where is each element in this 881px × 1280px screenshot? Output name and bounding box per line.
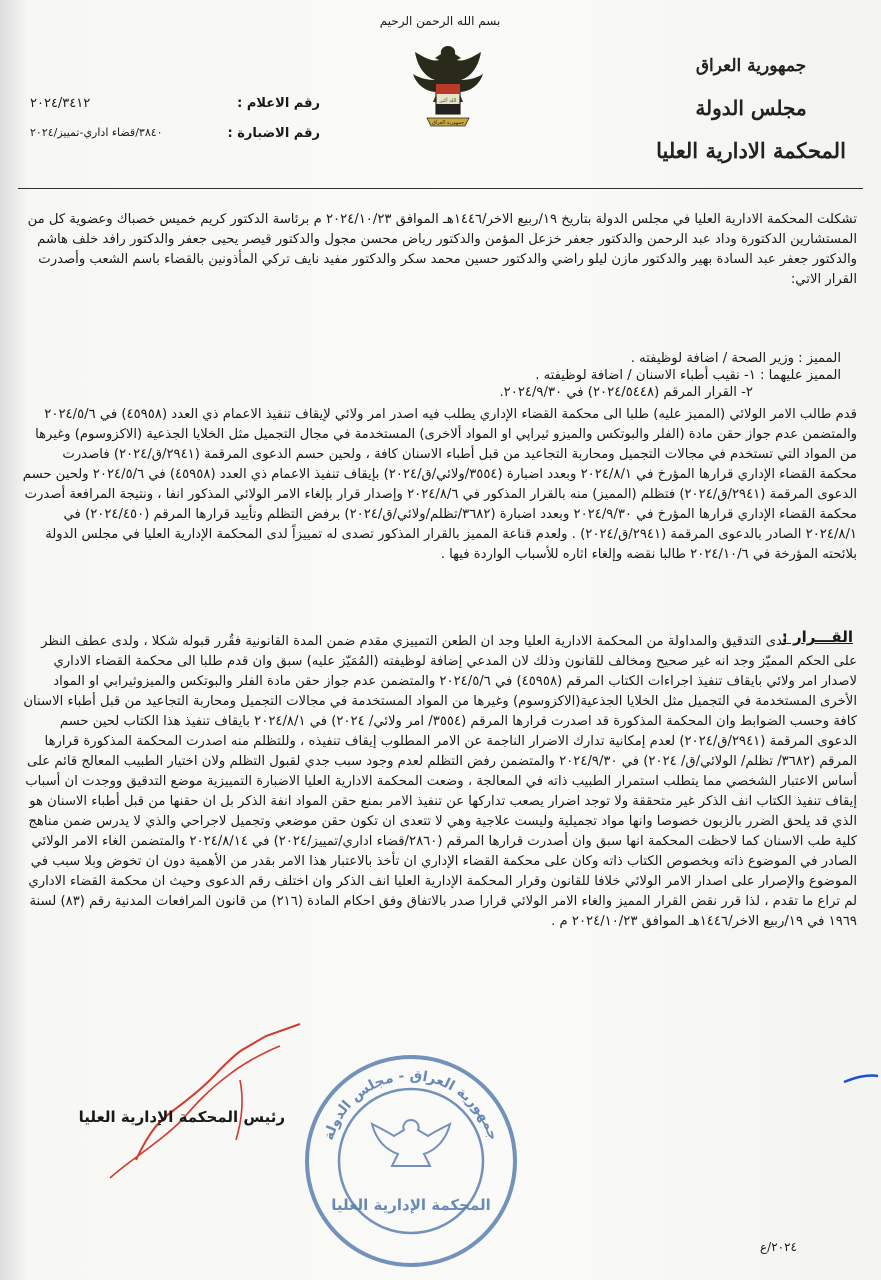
respondent-line-2: ٢- القرار المرقم (٢٠٢٤/٥٤٤٨) في ٢٠٢٤/٩/٣٠. <box>499 385 841 400</box>
emblem-caption: جمهورية العراق <box>431 120 465 126</box>
notice-number-value: ٢٠٢٤/٣٤١٢ <box>30 96 91 111</box>
header-country: جمهورية العراق <box>695 56 807 76</box>
file-number-row <box>30 126 320 141</box>
appellant-line: المميز : وزير الصحة / اضافة لوظيفته . <box>630 351 841 366</box>
decision-heading: القـــرار : <box>781 628 853 646</box>
footer-date: ٢٠٢٤/ع <box>760 1240 797 1254</box>
pen-mark-icon <box>840 1070 880 1090</box>
header-court: المحكمة الادارية العليا <box>656 138 846 163</box>
decision-paragraph <box>21 632 857 932</box>
notice-number-label: رقم الاعلام : <box>237 96 320 111</box>
header-council: مجلس الدولة <box>695 96 807 120</box>
court-formation-paragraph: تشكلت المحكمة الادارية العليا في مجلس الدولة بتاريخ ١٩/ربيع الاخر/١٤٤٦هـ الموافق ٢٠٢٤/١٠/٢٣ م برئاسة الدكتور كريم خميس خصباك وعضوية كل من المستشارين الدكتورة وداد عبد الرحمن والدكتور جعفر خزعل المؤمن والدكتور رياض محسن مجول والدكتور قيصر يحيى جعفر والدكتور رافد خلف هاشم والدكتور جعفر عبد السادة بهير والدكتور مازن ليلو راضي والدكتور حسين محمد سكر والدكتور مفيد نايف تركي المأذونين بالقضاء باسم الشعب وأصدرت القرار الاتي: <box>27 212 857 287</box>
file-number-value: ٣٨٤٠/قضاء اداري-تمييز/٢٠٢٤ <box>30 126 163 139</box>
basmala: بسم الله الرحمن الرحيم <box>379 14 501 28</box>
court-president-title: رئيس المحكمة الإدارية العليا <box>78 1108 285 1126</box>
court-seal-stamp-icon <box>300 1050 522 1272</box>
seal-inner-text: المحكمة الإدارية العليا <box>331 1196 491 1214</box>
parties-block <box>21 350 841 401</box>
facts-paragraph: قدم طالب الامر الولائي (المميز عليه) طلبا الى محكمة القضاء الإداري يطلب فيه اصدر امر ولائي لإيقاف تنفيذ الاعمام ذي العدد (٤٥٩٥٨) في ٢٠٢٤/٥/٦ والمتضمن عدم جواز حقن مادة (الفلر والبوتكس والميزو ثيراپي او المواد ألاخرى) المستخدمة في مجال التجميل مثل الخلايا الجذعية (الاكزوسوم) وغيرها من المواد التي تستخدم في مجالات التجميل ومحاربة التجاعيد من قبل أطباء الاسنان كافة ، ولحين حسم الدعوى المرقمة (٢٩٤١/ق/٢٠٢٤) فاصدرت محكمة القضاء الإداري قرارها المؤرخ في ٢٠٢٤/٨/١ وبعدد اضبارة (٣٥٥٤/ولائي/ق/٢٠٢٤) بإيقاف تنفيذ الاعمام ذي العدد (٤٥٩٥٨) في ٢٠٢٤/٥/٦ ولحين حسم الدعوى المرقمة (٢٩٤١/ق/٢٠٢٤) فتظلم (المميز) منه بالقرار المذكور في ٢٠٢٤/٨/٦ وإصدار قرار بإلغاء الامر الولائي المذكور انفا ، ونتيجة المرافعة أصدرت محكمة القضاء الإداري قرارها المؤرخ في ٢٠٢٤/٩/٣٠ وبعدد اضبارة (٣٦٨٢/تظلم/ولائي/ق/٢٠٢٤) برفض التظلم وتأييد قرارها المرقم (٢٠٢٤/٤٥٠) في ٢٠٢٤/٨/١ الصادر بالدعوى المرقمة (٢٩٤١/ق/٢٠٢٤) . ولعدم قناعة المميز بالقرار المذكور تصدى له تمييزاً لدى المحكمة الإدارية العليا في مجلس الدولة بلائحته المؤرخة في ٢٠٢٤/١٠/٦ طالبا نقضه وإلغاء اثاره للأسباب الواردة فيها . <box>22 407 857 562</box>
svg-text:الله أكبر: الله أكبر <box>439 98 457 104</box>
respondent-line-1: المميز عليهما : ١- نقيب أطباء الاسنان / اضافة لوظيفته . <box>535 368 841 383</box>
header-divider <box>18 188 863 189</box>
iraq-eagle-emblem-icon <box>405 40 491 145</box>
seal-outer-text: جمهورية العراق - مجلس الدولة <box>320 1067 502 1143</box>
decision-text: لدى التدقيق والمداولة من المحكمة الادارية العليا وجد ان الطعن التمييزي مقدم ضمن المدة القانونية فقُرر قبوله شكلا ، ولدى عطف النظر على الحكم المميّز وجد انه غير صحيح ومخالف للقانون وذلك لان المدعي إضافة لوظيفته (المُمَيّز عليه) سبق وان قدم طلبا الى محكمة القضاء الاداري لاصدار امر ولائي بايقاف تنفيذ اجراءات الكتاب المرقم (٤٥٩٥٨) في ٢٠٢٤/٥/٦ والمتضمن عدم جواز حقن مادة الفلر والبوتكس والميزوثيرابي او المواد الأخرى المستخدمة في التجميل مثل الخلايا الجذعية(الاكزوسوم) وغيرها من المواد المستخدمة في مجالات التجميل ومحاربة التجاعيد من قبل أطباء الاسنان كافة وحسب الضوابط وان المحكمة المذكورة قد اصدرت قرارها المرقم (٣٥٥٤/ امر ولائي/ ٢٠٢٤) في ٢٠٢٤/٨/١ بايقاف تنفيذ هذا الكتاب لحين حسم الدعوى المرقمة (٢٩٤١/ق/٢٠٢٤) لعدم إمكانية تدارك الاضرار الناجمة عن الامر المطلوب إيقاف تنفيذه ، وللتظلم منه اصدرت المحكمة المذكورة قرارها المرقم (٣٦٨٢/ تظلم/ الولائي/ق/ ٢٠٢٤) في ٢٠٢٤/٩/٣٠ والمتضمن رفض التظلم لعدم وجود سبب جدي لقبول التظلم ولان اختيار الطبيب المعالج قائم على أساس الاعتبار الشخصي مما يتطلب استمرار الطبيب ذاته في المعالجة ، وضعت المحكمة الادارية العليا الاضبارة التمييزية موضع التدقيق ووجدت ان أسباب إيقاف تنفيذ الكتاب انف الذكر غير متحققة ولا توجد اضرار يصعب تداركها عن تنفيذ الامر بمنع حقن المواد انفة الذكر بل ان حقنها من قبل أطباء الاسنان هو الذي قد يلحق الضرر بالزبون خصوصا وانها مواد تجميلية وليست علاجية وهي لا تتعدى ان تكون حقن موضعي وتجميل لاجراحي والذي لا يدرس ضمن مناهج كلية طب الاسنان كما لاحظت المحكمة انها سبق وان أصدرت قرارها المرقم (٢٨٦٠/قضاء اداري/تمييز/٢٠٢٤) في ٢٠٢٤/٨/١٤ والمتضمن الغاء الامر الولائي الصادر في الموضوع ذاته وبخصوص الكتاب ذاته وكان على محكمة القضاء الإداري ان تأخذ بالاعتبار هذا الامر بقدر من الأهمية دون ان تخوض وبلا سبب في الموضوع والإصرار على اصدار الامر الولائي خلافا للقانون وقرار المحكمة الإدارية العليا انف الذكر وان اختلف رقم الدعوى وحيث ان محكمة القضاء الاداري لم تراع ما تقدم ، لذا قرر نقض القرار المميز والغاء الامر الولائي قرارا صدر بالاتفاق وفق احكام المادة (٢١٦) من قانون المرافعات المدنية رقم (٨٣) لسنة ١٩٦٩ في ١٩/ربيع الاخر/١٤٤٦هـ الموافق ٢٠٢٤/١٠/٢٣ م . <box>23 634 857 929</box>
file-number-label: رقم الاضبارة : <box>227 126 320 141</box>
notice-number-row <box>30 96 320 111</box>
